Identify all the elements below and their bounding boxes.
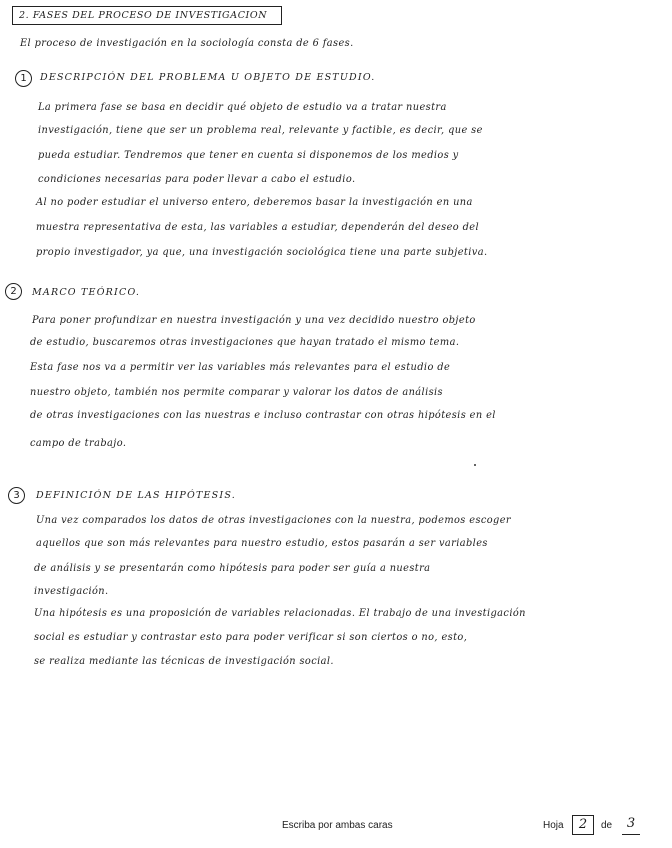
ink-dot [474, 464, 476, 466]
section-heading-3: DEFINICIÓN DE LAS HIPÓTESIS. [36, 490, 236, 501]
section-heading-1: DESCRIPCIÓN DEL PROBLEMA U OBJETO DE ESTUDIO. [40, 72, 376, 83]
section-1-line: muestra representativa de esta, las variables a estudiar, dependerán del deseo del [36, 222, 480, 233]
of-label: de [601, 820, 613, 831]
section-2-line: de otras investigaciones con las nuestras e incluso contrastar con otras hipótesis en el [30, 410, 496, 421]
section-1-line: propio investigador, ya que, una investigación sociológica tiene una parte subjetiva. [36, 247, 488, 258]
sheet-number-box: 2 [572, 815, 594, 835]
section-heading-2: MARCO TEÓRICO. [32, 287, 141, 298]
total-sheets: 3 [622, 814, 640, 835]
sheet-label: Hoja [543, 820, 564, 831]
section-1-line: pueda estudiar. Tendremos que tener en cuenta si disponemos de los medios y [38, 150, 459, 161]
section-1-line: Al no poder estudiar el universo entero, deberemos basar la investigación en una [36, 197, 473, 208]
section-3-line: investigación. [34, 586, 109, 597]
section-2-line: campo de trabajo. [30, 438, 127, 449]
section-number-2: 2 [5, 283, 22, 300]
section-3-line: Una vez comparados los datos de otras investigaciones con la nuestra, podemos escoger [36, 515, 512, 526]
section-1-line: La primera fase se basa en decidir qué objeto de estudio va a tratar nuestra [38, 102, 447, 113]
section-2-line: Esta fase nos va a permitir ver las variables más relevantes para el estudio de [30, 362, 451, 373]
page-title: 2. FASES DEL PROCESO DE INVESTIGACION [12, 6, 282, 25]
section-2-line: nuestro objeto, también nos permite comparar y valorar los datos de análisis [30, 387, 443, 398]
section-1-line: condiciones necesarias para poder llevar a cabo el estudio. [38, 174, 356, 185]
section-3-line: aquellos que son más relevantes para nuestro estudio, estos pasarán a ser variables [36, 538, 488, 549]
section-3-line: de análisis y se presentarán como hipótesis para poder ser guía a nuestra [34, 563, 431, 574]
intro-text: El proceso de investigación en la sociología consta de 6 fases. [20, 38, 354, 49]
section-2-line: de estudio, buscaremos otras investigaciones que hayan tratado el mismo tema. [30, 337, 460, 348]
section-2-line: Para poner profundizar en nuestra investigación y una vez decidido nuestro objeto [32, 315, 476, 326]
section-number-3: 3 [8, 487, 25, 504]
section-3-line: Una hipótesis es una proposición de variables relacionadas. El trabajo de una investigación [34, 608, 526, 619]
footer-note: Escriba por ambas caras [282, 820, 393, 831]
section-number-1: 1 [15, 70, 32, 87]
section-3-line: social es estudiar y contrastar esto para poder verificar si son ciertos o no, esto, [34, 632, 468, 643]
section-3-line: se realiza mediante las técnicas de investigación social. [34, 656, 334, 667]
section-1-line: investigación, tiene que ser un problema real, relevante y factible, es decir, que se [38, 125, 483, 136]
